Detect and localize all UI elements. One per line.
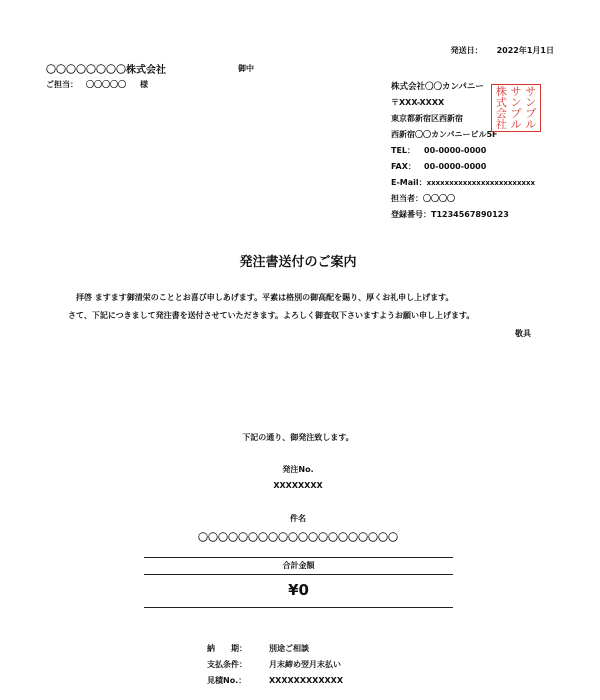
recipient-honorific: 御中 (238, 64, 254, 73)
seal-column-1 (525, 86, 536, 130)
seal-character: プ (525, 107, 537, 120)
sender-fax (391, 159, 535, 175)
estimate-label: 見積No.： (207, 676, 247, 685)
subject-value: 〇〇〇〇〇〇〇〇〇〇〇〇〇〇〇〇〇〇〇〇 (198, 533, 398, 544)
seal-column-3 (496, 86, 507, 130)
payment-label: 支払条件： (207, 660, 247, 669)
order-intro: 下記の通り、御発注致します。 (242, 433, 354, 442)
sender-tel (391, 143, 535, 159)
closing-word: 敬具 (515, 329, 531, 338)
fax-value: 00-0000-0000 (424, 162, 487, 171)
send-date-value: 2022年1月1日 (496, 46, 554, 55)
seal-character: ン (510, 96, 522, 109)
send-date-label: 発送日： (450, 46, 483, 55)
sender-postal: 〒XXX-XXXX (391, 98, 445, 107)
company-seal (491, 84, 541, 132)
sender-registration: 登録番号：T1234567890123 (391, 210, 509, 219)
person-honorific: 様 (140, 80, 148, 89)
greeting-line-2: さて、下記につきまして発注書を送付させていただきます。よろしく御査収下さいますようお願い申し上げます。 (68, 311, 475, 320)
estimate-value: XXXXXXXXXXXX (269, 676, 344, 685)
seal-character: 社 (495, 118, 507, 131)
delivery-label: 納 期： (207, 644, 247, 653)
total-amount-box (144, 557, 453, 608)
person-name: 〇〇〇〇〇 (86, 80, 126, 89)
seal-character: プ (510, 107, 522, 120)
seal-character: 会 (495, 107, 507, 120)
seal-character: ン (525, 96, 537, 109)
recipient-person (46, 79, 148, 90)
seal-character: ル (510, 118, 522, 131)
greeting-line-1: 拝啓 ますます御清栄のこととお喜び申しあげます。平素は格別の御高配を賜り、厚くお礼申し上げます。 (76, 293, 454, 302)
person-label: ご担当： (46, 80, 78, 89)
order-no-label: 発注No. (282, 465, 314, 474)
seal-character: 株 (495, 85, 507, 98)
sender-contact: 担当者：〇〇〇〇 (391, 194, 455, 203)
total-amount-label: 合計金額 (282, 561, 315, 570)
seal-character: サ (510, 85, 522, 98)
seal-character: サ (525, 85, 537, 98)
email-label: E-Mail： (391, 178, 427, 187)
email-value: xxxxxxxxxxxxxxxxxxxxxxxx (426, 179, 536, 187)
total-amount-value: ¥0 (288, 581, 309, 599)
delivery-value: 別途ご相談 (269, 644, 309, 653)
delivery-row (207, 641, 343, 657)
sender-email (391, 175, 535, 191)
recipient-company: 〇〇〇〇〇〇〇〇株式会社 (46, 65, 166, 76)
sender-address2: 西新宿〇〇カンパニービル5F (391, 130, 498, 139)
divider (144, 607, 453, 608)
order-no-value: XXXXXXXX (273, 481, 323, 490)
subject-label: 件名 (290, 514, 306, 523)
payment-row (207, 657, 343, 673)
document-title: 発注書送付のご案内 (239, 255, 357, 270)
tel-label: TEL： (391, 146, 416, 155)
sender-company: 株式会社〇〇カンパニー (391, 82, 484, 92)
seal-character: ル (525, 118, 537, 131)
seal-column-2 (510, 86, 521, 130)
estimate-row (207, 673, 343, 689)
seal-character: 式 (495, 96, 507, 109)
send-date (451, 45, 554, 56)
order-terms (207, 641, 343, 689)
payment-value: 月末締め翌月末払い (269, 660, 341, 669)
fax-label: FAX： (391, 162, 416, 171)
tel-value: 00-0000-0000 (424, 146, 487, 155)
sender-address1: 東京都新宿区西新宿 (391, 114, 463, 123)
